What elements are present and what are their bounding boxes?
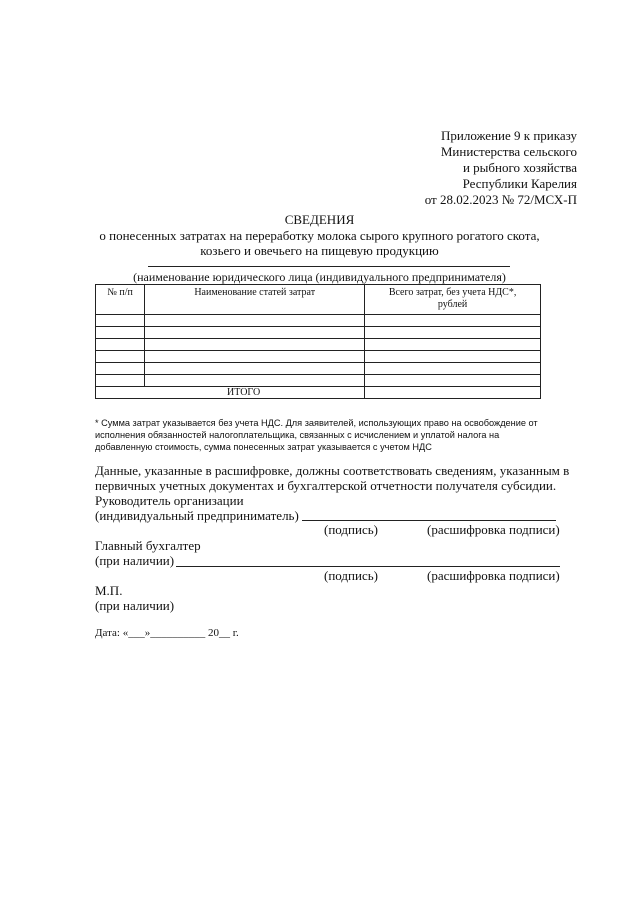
table-cell[interactable]	[365, 375, 541, 387]
table-cell[interactable]	[145, 315, 365, 327]
table-cell[interactable]	[96, 315, 145, 327]
total-label: ИТОГО	[96, 387, 365, 399]
header-line: Министерства сельского	[440, 144, 577, 159]
entity-caption: (наименование юридического лица (индивидуального предпринимателя)	[133, 270, 506, 284]
head-signature-caption: (подпись)	[324, 522, 378, 537]
total-value-cell[interactable]	[365, 387, 541, 399]
table-header-row	[96, 285, 541, 315]
entity-name-field[interactable]	[148, 266, 510, 267]
head-signature-line[interactable]	[302, 520, 556, 521]
table-cell[interactable]	[365, 315, 541, 327]
table-row	[96, 351, 541, 363]
subtitle-line: козьего и овечьего на пищевую продукцию	[200, 243, 439, 258]
date-field[interactable]: Дата: «___»__________ 20__ г.	[95, 627, 239, 639]
header-name: Наименование статей затрат	[145, 285, 365, 315]
table-cell[interactable]	[365, 327, 541, 339]
head-label-line: Руководитель организации	[95, 493, 244, 508]
header-line: Республики Карелия	[462, 176, 577, 191]
table-cell[interactable]	[96, 375, 145, 387]
table-row	[96, 363, 541, 375]
accountant-signature-line[interactable]	[176, 566, 560, 567]
accountant-signature-caption: (подпись)	[324, 568, 378, 583]
header-total-line: Всего затрат, без учета НДС*,	[388, 287, 517, 298]
document-title: СВЕДЕНИЯ	[284, 212, 355, 227]
table-cell[interactable]	[365, 351, 541, 363]
head-label	[95, 493, 575, 523]
table-cell[interactable]	[145, 327, 365, 339]
head-label-line: (индивидуальный предприниматель)	[95, 508, 299, 523]
table-row	[96, 339, 541, 351]
accountant-decoding-caption: (расшифровка подписи)	[427, 568, 560, 583]
table-cell[interactable]	[96, 339, 145, 351]
table-row	[96, 315, 541, 327]
notice-line: Данные, указанные в расшифровке, должны соответствовать сведениям, указанным в	[95, 463, 570, 478]
table-cell[interactable]	[145, 339, 365, 351]
stamp-label: М.П.	[95, 583, 123, 598]
document-subtitle	[0, 228, 639, 258]
table-cell[interactable]	[96, 351, 145, 363]
table-total-row	[96, 387, 541, 399]
table-cell[interactable]	[96, 327, 145, 339]
table-cell[interactable]	[145, 375, 365, 387]
head-decoding-caption: (расшифровка подписи)	[427, 522, 560, 537]
header-line: и рыбного хозяйства	[462, 160, 577, 175]
accountant-label-line: (при наличии)	[95, 553, 175, 568]
table-cell[interactable]	[145, 363, 365, 375]
stamp-placeholder	[95, 583, 575, 613]
appendix-header	[425, 128, 577, 208]
header-line: Приложение 9 к приказу	[440, 128, 577, 143]
accountant-label	[95, 538, 575, 568]
footnote: * Сумма затрат указывается без учета НДС. Для заявителей, использующих право на освобождение от исполнения обязанностей налогоплательщика, связанных с исчислением и уплатой налога на добавленную стоимость, сумма понесенных затрат указывается с учетом НДС	[95, 418, 538, 452]
header-line: от 28.02.2023 № 72/МСХ-П	[424, 192, 577, 207]
table-cell[interactable]	[365, 339, 541, 351]
subtitle-line: о понесенных затратах на переработку молока сырого крупного рогатого скота,	[99, 228, 540, 243]
table-cell[interactable]	[365, 363, 541, 375]
table-row	[96, 327, 541, 339]
header-num: № п/п	[96, 285, 145, 315]
table-row	[96, 375, 541, 387]
costs-table	[95, 284, 541, 399]
header-total-line: рублей	[437, 299, 468, 310]
notice-text	[95, 463, 575, 493]
accountant-label-line: Главный бухгалтер	[95, 538, 201, 553]
table-cell[interactable]	[145, 351, 365, 363]
table-cell[interactable]	[96, 363, 145, 375]
notice-line: первичных учетных документах и бухгалтерской отчетности получателя субсидии.	[95, 478, 557, 493]
header-total	[365, 285, 541, 315]
stamp-note: (при наличии)	[95, 598, 175, 613]
